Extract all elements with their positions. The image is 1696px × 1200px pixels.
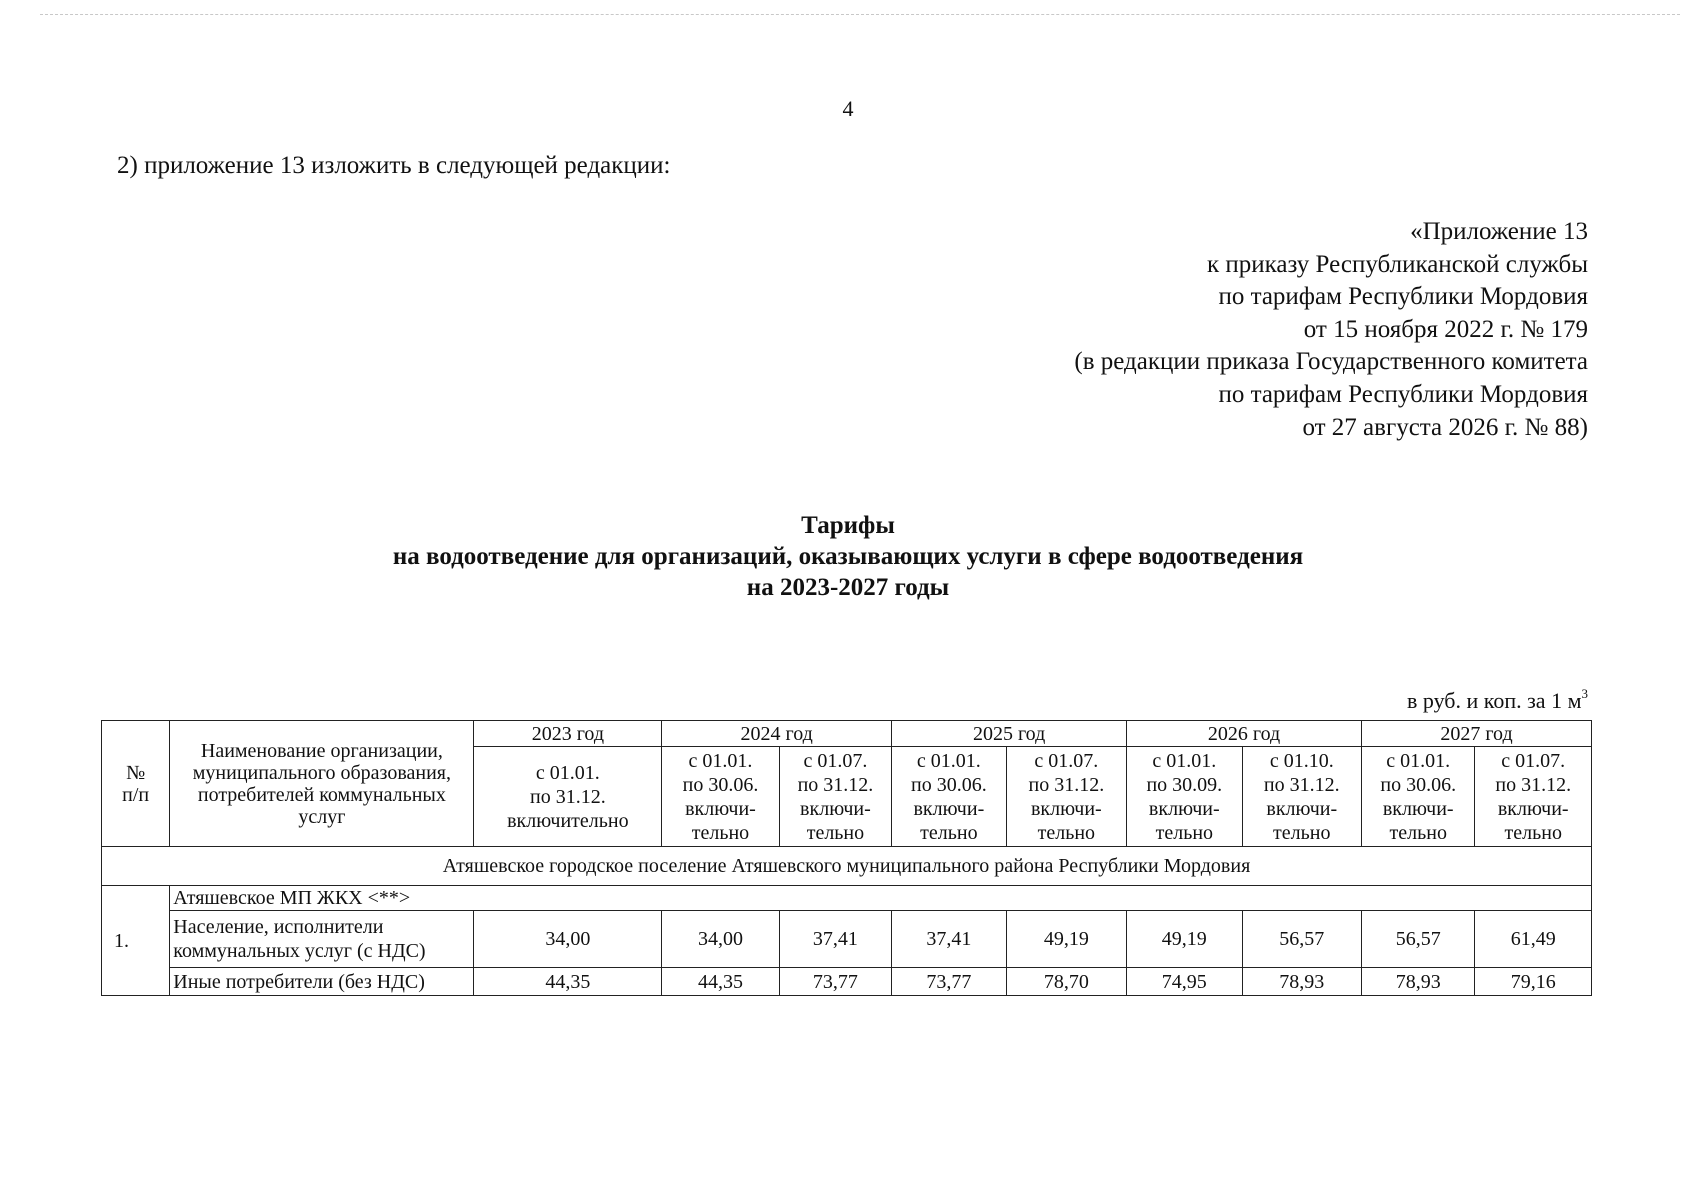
tariff-value: 44,35: [662, 968, 779, 996]
intro-text: 2) приложение 13 изложить в следующей редакции:: [117, 152, 671, 179]
tariff-value: 73,77: [892, 968, 1006, 996]
tariff-table: [101, 720, 1592, 996]
tariff-value: 78,93: [1362, 968, 1475, 996]
units-note: [1407, 688, 1588, 714]
municipality-row: [102, 847, 1592, 886]
tariff-value: 73,77: [779, 968, 891, 996]
title-line: Тарифы: [801, 512, 895, 539]
header-period: с 01.07. по 31.12. включи- тельно: [1475, 747, 1592, 847]
table-row: [102, 968, 1592, 996]
header-year: 2026 год: [1127, 721, 1362, 747]
header-period: с 01.01. по 30.06. включи- тельно: [662, 747, 779, 847]
header-period: с 01.01. по 30.06. включи- тельно: [892, 747, 1006, 847]
units-superscript: 3: [1581, 686, 1588, 701]
appendix-line: от 27 августа 2026 г. № 88): [1302, 413, 1588, 441]
organization-name: Атяшевское МП ЖКХ <**>: [170, 886, 1592, 911]
tariff-value: 56,57: [1242, 911, 1361, 968]
header-period: с 01.07. по 31.12. включи- тельно: [1006, 747, 1126, 847]
tariff-value: 78,70: [1006, 968, 1126, 996]
table-row: [102, 911, 1592, 968]
tariff-value: 79,16: [1475, 968, 1592, 996]
header-period: с 01.01. по 31.12. включительно: [474, 747, 662, 847]
row-number: 1.: [102, 886, 170, 996]
header-name: Наименование организации, муниципального образования, потребителей коммунальных услуг: [170, 721, 474, 847]
appendix-line: «Приложение 13: [1410, 218, 1588, 245]
header-year: 2027 год: [1362, 721, 1592, 747]
header-year: 2024 год: [662, 721, 892, 747]
header-period: с 01.07. по 31.12. включи- тельно: [779, 747, 891, 847]
appendix-line: (в редакции приказа Государственного комитета: [1074, 348, 1588, 376]
title-line: на 2023-2027 годы: [746, 574, 950, 601]
tariff-value: 61,49: [1475, 911, 1592, 968]
tariff-value: 34,00: [474, 911, 662, 968]
tariff-value: 44,35: [474, 968, 662, 996]
tariff-value: 37,41: [892, 911, 1006, 968]
header-row-years: [102, 721, 1592, 747]
header-period: с 01.10. по 31.12. включи- тельно: [1242, 747, 1361, 847]
municipality-name: Атяшевское городское поселение Атяшевского муниципального района Республики Мордовия: [102, 847, 1592, 886]
appendix-line: от 15 ноября 2022 г. № 179: [1303, 315, 1588, 343]
header-number: № п/п: [102, 721, 170, 847]
tariff-value: 56,57: [1362, 911, 1475, 968]
header-year: 2025 год: [892, 721, 1127, 747]
title-line: на водоотведение для организаций, оказывающих услуги в сфере водоотведения: [392, 543, 1304, 570]
tariff-value: 74,95: [1127, 968, 1242, 996]
appendix-line: к приказу Республиканской службы: [1206, 250, 1588, 278]
tariff-value: 34,00: [662, 911, 779, 968]
page-number: 4: [842, 96, 854, 121]
consumer-label: Иные потребители (без НДС): [170, 968, 474, 996]
document-title: [0, 510, 1696, 603]
header-year: 2023 год: [474, 721, 662, 747]
header-period: с 01.01. по 30.06. включи- тельно: [1362, 747, 1475, 847]
header-period: с 01.01. по 30.09. включи- тельно: [1127, 747, 1242, 847]
units-text: в руб. и коп. за 1 м: [1407, 688, 1582, 713]
tariff-value: 78,93: [1242, 968, 1361, 996]
scan-edge-line: [40, 14, 1680, 15]
tariff-value: 37,41: [779, 911, 891, 968]
tariff-value: 49,19: [1127, 911, 1242, 968]
tariff-value: 49,19: [1006, 911, 1126, 968]
consumer-label: Население, исполнители коммунальных услуг (с НДС): [170, 911, 474, 968]
appendix-reference: [788, 216, 1588, 444]
appendix-line: по тарифам Республики Мордовия: [1218, 380, 1588, 408]
appendix-line: по тарифам Республики Мордовия: [1218, 283, 1588, 311]
organization-row: [102, 886, 1592, 911]
